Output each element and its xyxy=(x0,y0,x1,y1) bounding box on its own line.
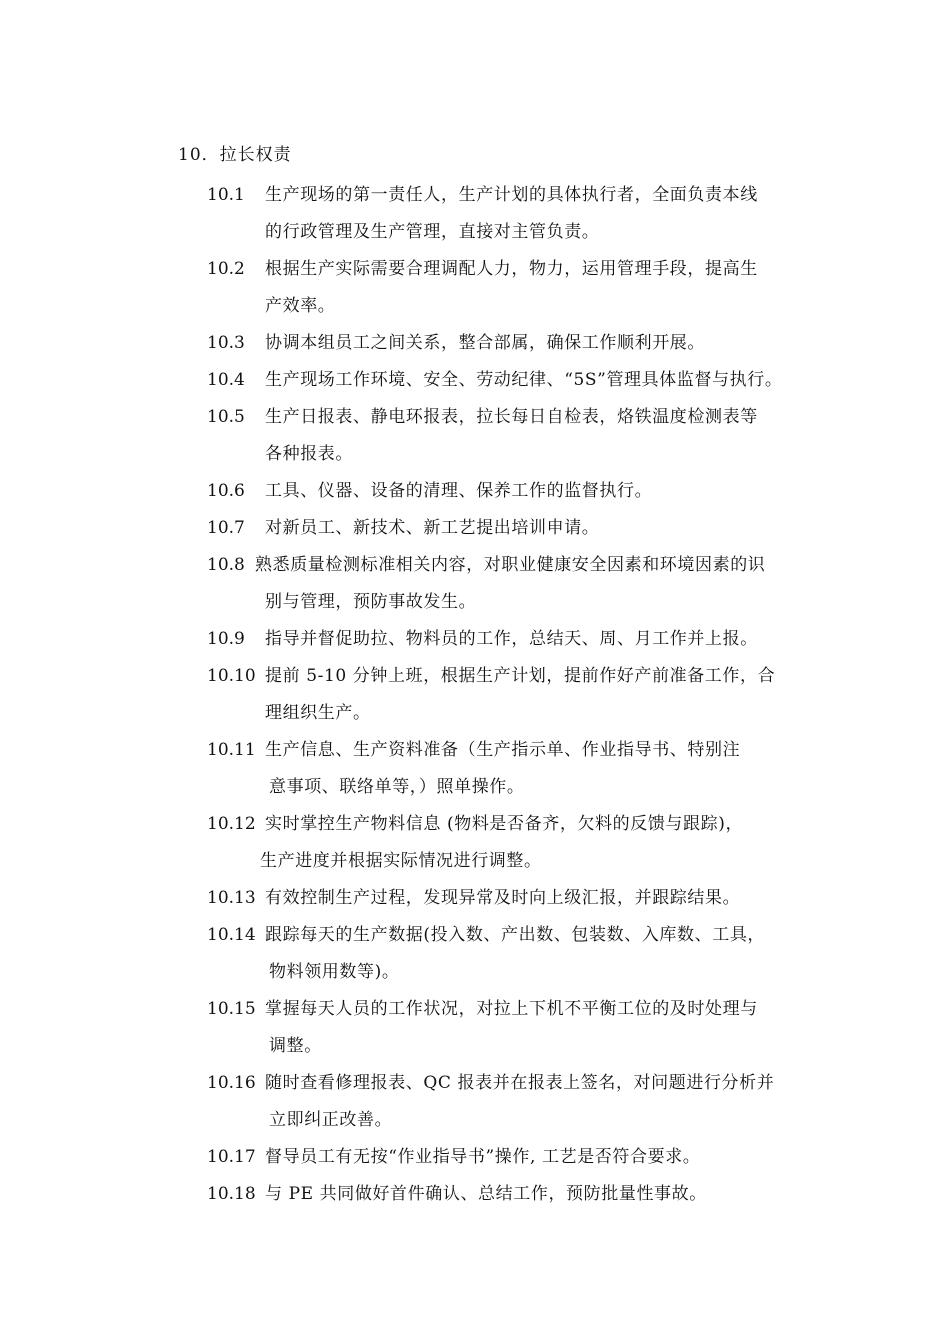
item-number: 10.11 xyxy=(207,740,256,760)
item-text: 生产现场工作环境、安全、劳动纪律、“5S”管理具体监督与执行。 xyxy=(265,370,783,390)
item-text: 指导并督促助拉、物料员的工作，总结天、周、月工作并上报。 xyxy=(265,629,758,649)
item-number: 10.2 xyxy=(207,259,245,279)
item-number: 10.3 xyxy=(207,333,245,353)
list-item xyxy=(207,621,817,658)
item-text-continued: 理组织生产。 xyxy=(265,703,371,723)
item-text: 与 PE 共同做好首件确认、总结工作，预防批量性事故。 xyxy=(265,1184,707,1204)
item-text-continued: 立即纠正改善。 xyxy=(269,1110,393,1130)
item-text: 生产日报表、静电环报表，拉长每日自检表，烙铁温度检测表等 xyxy=(265,407,758,427)
item-text-continued: 各种报表。 xyxy=(265,444,353,464)
item-number: 10.9 xyxy=(207,629,245,649)
item-number: 10.18 xyxy=(207,1184,256,1204)
item-text: 根据生产实际需要合理调配人力，物力，运用管理手段，提高生 xyxy=(265,259,758,279)
item-number: 10.16 xyxy=(207,1073,256,1093)
list-item xyxy=(207,473,817,510)
list-item xyxy=(207,917,817,991)
item-number: 10.7 xyxy=(207,518,245,538)
responsibility-list xyxy=(207,177,817,1213)
item-text-continued: 物料领用数等)。 xyxy=(269,962,400,982)
list-item xyxy=(207,880,817,917)
item-number: 10.5 xyxy=(207,407,245,427)
list-item xyxy=(207,1065,817,1139)
list-item xyxy=(207,251,817,325)
item-text: 掌握每天人员的工作状况，对拉上下机不平衡工位的及时处理与 xyxy=(265,999,758,1019)
list-item xyxy=(207,510,817,547)
item-text: 协调本组员工之间关系，整合部属，确保工作顺利开展。 xyxy=(265,333,705,353)
item-number: 10.6 xyxy=(207,481,245,501)
item-text: 实时掌控生产物料信息 (物料是否备齐，欠料的反馈与跟踪)， xyxy=(265,814,744,834)
item-text: 工具、仪器、设备的清理、保养工作的监督执行。 xyxy=(265,481,653,501)
item-text-continued: 的行政管理及生产管理，直接对主管负责。 xyxy=(265,222,600,242)
item-text-continued: 生产进度并根据实际情况进行调整。 xyxy=(260,851,542,871)
item-number: 10.10 xyxy=(207,666,256,686)
list-item xyxy=(207,325,817,362)
list-item xyxy=(207,732,817,806)
item-text: 熟悉质量检测标准相关内容，对职业健康安全因素和环境因素的识 xyxy=(255,555,766,575)
item-text-continued: 产效率。 xyxy=(265,296,336,316)
list-item xyxy=(207,547,817,621)
list-item xyxy=(207,177,817,251)
item-text: 随时查看修理报表、QC 报表并在报表上签名，对问题进行分析并 xyxy=(265,1073,775,1093)
item-number: 10.14 xyxy=(207,925,256,945)
list-item xyxy=(207,399,817,473)
item-text: 生产信息、生产资料准备（生产指示单、作业指导书、特别注 xyxy=(265,740,741,760)
item-text: 对新员工、新技术、新工艺提出培训申请。 xyxy=(265,518,600,538)
item-number: 10.1 xyxy=(207,185,245,205)
section-title: 10．拉长权责 xyxy=(178,145,292,165)
list-item xyxy=(207,658,817,732)
item-text-continued: 意事项、联络单等，）照单操作。 xyxy=(269,777,525,797)
item-number: 10.12 xyxy=(207,814,256,834)
item-number: 10.13 xyxy=(207,888,256,908)
list-item xyxy=(207,362,817,399)
item-text: 生产现场的第一责任人，生产计划的具体执行者，全面负责本线 xyxy=(265,185,758,205)
item-number: 10.8 xyxy=(207,555,245,575)
item-text: 跟踪每天的生产数据(投入数、产出数、包装数、入库数、工具， xyxy=(265,925,766,945)
item-text: 督导员工有无按“作业指导书”操作, 工艺是否符合要求。 xyxy=(265,1147,701,1167)
item-text-continued: 别与管理，预防事故发生。 xyxy=(265,592,477,612)
item-text: 提前 5-10 分钟上班，根据生产计划，提前作好产前准备工作，合 xyxy=(265,666,776,686)
item-text-continued: 调整。 xyxy=(269,1036,322,1056)
list-item xyxy=(207,806,817,880)
item-number: 10.4 xyxy=(207,370,245,390)
item-number: 10.17 xyxy=(207,1147,256,1167)
list-item xyxy=(207,991,817,1065)
list-item xyxy=(207,1176,817,1213)
item-number: 10.15 xyxy=(207,999,256,1019)
item-text: 有效控制生产过程，发现异常及时向上级汇报，并跟踪结果。 xyxy=(265,888,741,908)
list-item xyxy=(207,1139,817,1176)
